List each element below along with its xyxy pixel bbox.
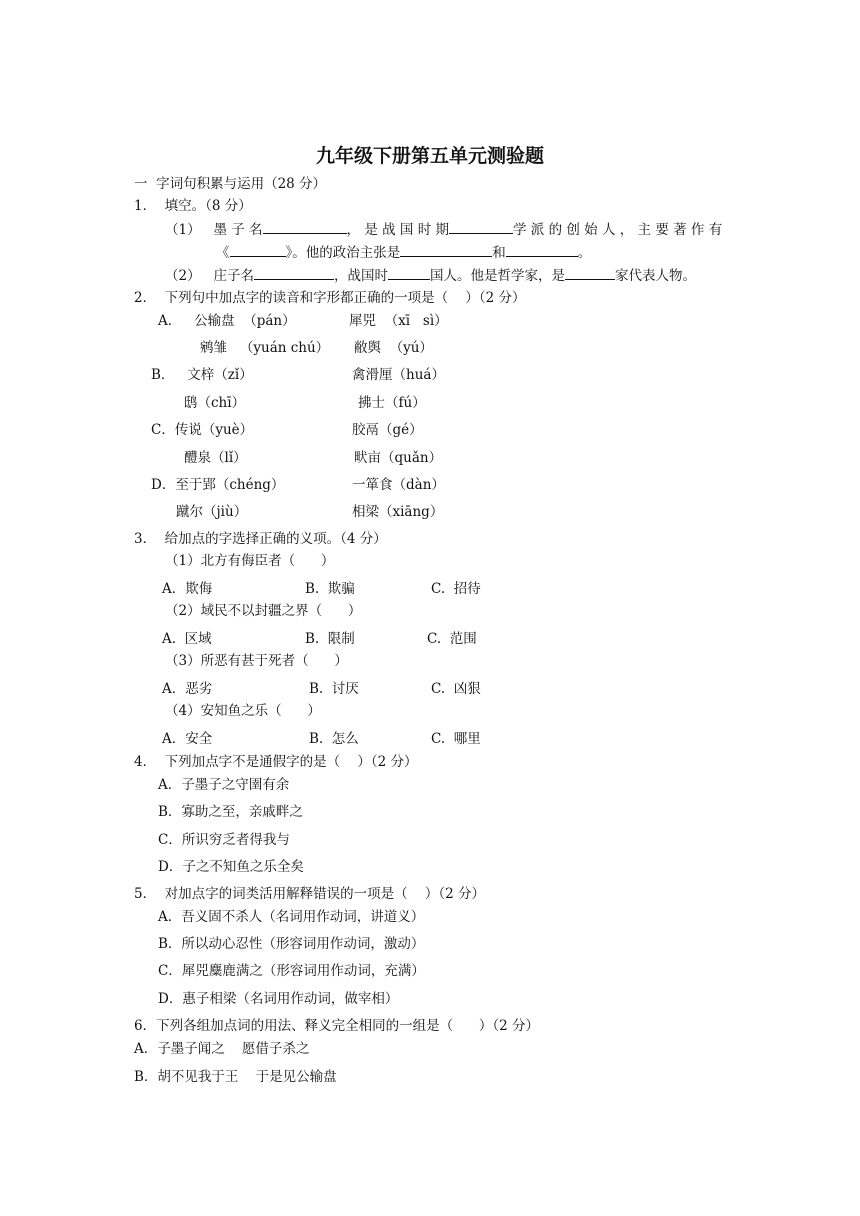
q5-option: B．所以动心忍性（形容词用作动词，激动） xyxy=(158,936,425,952)
q2-option-right: 拂士（fú） xyxy=(358,395,426,411)
q3-subquestion: （4）安知鱼之乐（ ） xyxy=(165,703,321,719)
q5-option: C．犀兕麋鹿满之（形容词用作动词，充满） xyxy=(158,963,425,979)
q5-option: D．惠子相梁（名词用作动词，做宰相） xyxy=(158,991,399,1007)
q6-option: A．子墨子闻之 愿借子杀之 xyxy=(134,1041,310,1057)
blank xyxy=(254,265,334,280)
q2-option-right: 胶鬲（gé） xyxy=(352,422,423,438)
q3-option-a: A．欺侮 xyxy=(162,581,213,597)
question-4-stem: 4． 下列加点字不是通假字的是（ ）（2 分） xyxy=(134,754,418,770)
q6-option: B．胡不见我于王 于是见公输盘 xyxy=(134,1069,337,1085)
blank xyxy=(506,242,578,257)
section-heading: 一 字词句积累与运用（28 分） xyxy=(134,176,327,192)
q3-option-a: A．安全 xyxy=(162,731,213,747)
blank xyxy=(388,265,430,280)
q2-option-left: B． 文梓（zǐ） xyxy=(151,367,253,383)
q2-option-left: A． 公输盘 （pán） xyxy=(158,313,296,329)
page-title: 九年级下册第五单元测验题 xyxy=(315,145,544,167)
q3-option-c: C. 凶狠 xyxy=(431,681,481,697)
question-6-stem: 6．下列各组加点词的用法、释义完全相同的一组是（ ）（2 分） xyxy=(134,1018,539,1034)
q2-option-left: 鹓雏 （yuán chú） xyxy=(200,340,330,356)
q3-option-a: A. 区域 xyxy=(162,631,212,647)
q4-option: C．所识穷乏者得我与 xyxy=(158,832,290,848)
q2-option-right: 敝舆 （yú） xyxy=(354,340,433,356)
question-1-line-1: （1） 墨 子 名 ， 是 战 国 时 期 学 派 的 创 始 人 ， 主 要 著 作 有 xyxy=(165,219,722,240)
q2-option-right: 一箪食（dàn） xyxy=(352,477,445,493)
q4-option: B．寡助之至，亲戚畔之 xyxy=(158,804,303,820)
q3-option-b: B. 讨厌 xyxy=(309,681,359,697)
question-1-line-2: 《 》。他的政治主张是 和 。 xyxy=(216,242,591,263)
blank xyxy=(565,265,615,280)
q3-subquestion: （1）北方有侮臣者（ ） xyxy=(165,553,335,569)
blank xyxy=(263,219,347,234)
q2-option-right: 犀兕 （xī sì） xyxy=(349,313,448,329)
q3-option-b: B. 欺骗 xyxy=(305,581,355,597)
q3-subquestion: （2）域民不以封疆之界（ ） xyxy=(165,603,362,619)
q4-option: D．子之不知鱼之乐全矣 xyxy=(158,859,304,875)
q2-option-right: 畎亩（quǎn） xyxy=(354,450,443,466)
question-1-stem: 1． 填空。（8 分） xyxy=(134,198,252,214)
question-2-stem: 2． 下列句中加点字的读音和字形都正确的一项是（ ）（2 分） xyxy=(134,290,526,306)
q4-option: A．子墨子之守圉有余 xyxy=(158,777,290,793)
q3-option-c: C. 哪里 xyxy=(431,731,481,747)
q2-option-left: 鸱（chī） xyxy=(184,395,246,411)
q2-option-right: 相梁（xiāng） xyxy=(352,504,444,520)
blank xyxy=(230,242,286,257)
q3-option-c: C. 范围 xyxy=(427,631,477,647)
question-1-line-3: （2） 庄子名 ，战国时 国人。他是哲学家，是 家代表人物。 xyxy=(165,265,696,286)
q5-option: A．吾义固不杀人（名词用作动词，讲道义） xyxy=(158,909,425,925)
question-5-stem: 5． 对加点字的词类活用解释错误的一项是（ ）（2 分） xyxy=(134,886,485,902)
q2-option-left: 醴泉（lǐ） xyxy=(184,450,247,466)
q2-option-left: C．传说（yuè） xyxy=(151,422,254,438)
q3-option-a: A．恶劣 xyxy=(162,681,213,697)
q3-option-b: B. 怎么 xyxy=(309,731,359,747)
q2-option-left: D．至于郢（chéng） xyxy=(151,477,285,493)
q3-subquestion: （3）所恶有甚于死者（ ） xyxy=(165,653,348,669)
q3-option-b: B. 限制 xyxy=(305,631,355,647)
q2-option-right: 禽滑厘（huá） xyxy=(352,367,445,383)
question-3-stem: 3． 给加点的字选择正确的义项。（4 分） xyxy=(134,531,387,547)
blank xyxy=(400,242,492,257)
blank xyxy=(449,219,513,234)
q2-option-left: 蹴尔（jiù） xyxy=(176,504,248,520)
q3-option-c: C. 招待 xyxy=(431,581,481,597)
